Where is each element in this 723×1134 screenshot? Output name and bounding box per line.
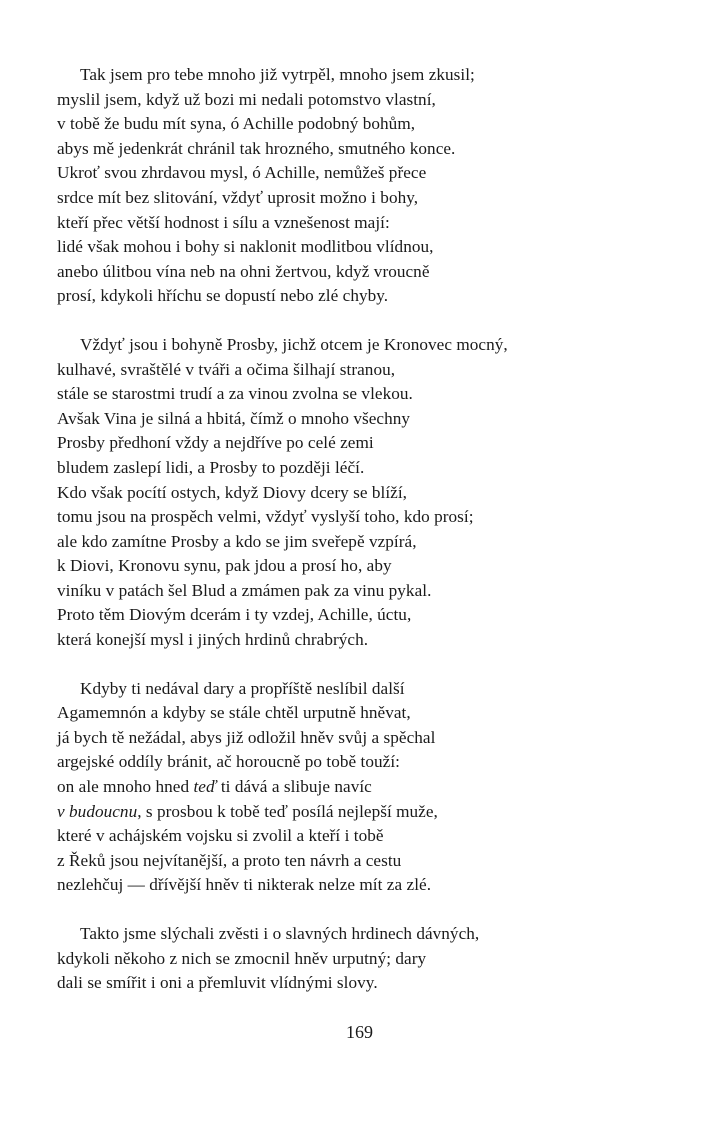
verse-line: abys mě jedenkrát chránil tak hrozného, smutného konce. [57,138,456,158]
italic-emphasis: teď [193,777,217,797]
verse-line: Tak jsem pro tebe mnoho již vytrpěl, mnoho jsem zkusil; [80,65,475,84]
verse-line: Kdo však pocítí ostych, když Diovy dcery se blíží, [57,482,408,502]
verse-line: k Diovi, Kronovu synu, pak jdou a prosí ho, aby [57,556,392,576]
verse-line: nezlehčuj — dřívější hněv ti nikterak nelze mít za zlé. [57,875,432,895]
verse-line: Agamemnón a kdyby se stále chtěl urputně hněvat, [57,703,411,723]
verse-line: Vždyť jsou i bohyně Prosby, jichž otcem je Kronovec mocný, [80,334,508,354]
stanza-3 [57,677,717,898]
verse-line: stále se starostmi trudí a za vinou zvolna se vlekou. [57,384,413,404]
verse-line: Prosby předhoní vždy a nejdříve po celé zemi [57,433,374,453]
verse-line: já bych tě nežádal, abys již odložil hněv svůj a spěchal [57,727,436,747]
verse-line: srdce mít bez slitování, vždyť uprosit možno i bohy, [57,187,419,207]
verse-line: lidé však mohou i bohy si naklonit modlitbou vlídnou, [57,237,434,257]
text-segment: on ale mnoho hned [57,777,194,797]
verse-line: v tobě že budu mít syna, ó Achille podobný bohům, [57,114,416,134]
verse-line: ale kdo zamítne Prosby a kdo se jim sveřepě vzpírá, [57,531,417,551]
text-segment: , s prosbou k tobě teď posílá nejlepší muže, [137,801,438,821]
verse-line: které v achájském vojsku si zvolil a kteří i tobě [57,826,384,846]
verse-line: kulhavé, svraštělé v tváři a očima šilhají stranou, [57,359,396,379]
stanza-1 [57,63,717,309]
verse-line: dali se smířit i oni a přemluvit vlídnými slovy. [57,973,378,993]
verse-line: z Řeků jsou nejvítanější, a proto ten návrh a cestu [57,850,402,870]
verse-line: kdykoli někoho z nich se zmocnil hněv urputný; dary [57,948,427,968]
document-page [57,63,717,1020]
verse-line: Avšak Vina je silná a hbitá, čímž o mnoho všechny [57,408,411,428]
verse-line: kteří přec větší hodnost i sílu a vznešenost mají: [57,212,390,232]
page-number: 169 [346,1022,373,1042]
italic-emphasis: v budoucnu [57,801,138,821]
verse-line: anebo úlitbou vína neb na ohni žertvou, když vroucně [57,261,430,281]
verse-line-with-italic [57,775,717,800]
verse-line: tomu jsou na prospěch velmi, vždyť vyslyší toho, kdo prosí; [57,507,474,527]
verse-line-with-italic [57,800,717,825]
verse-line: prosí, kdykoli hříchu se dopustí nebo zlé chyby. [57,286,389,306]
verse-line: Proto těm Diovým dcerám i ty vzdej, Achille, úctu, [57,605,412,625]
stanza-2 [57,333,717,653]
verse-line: myslil jsem, když už bozi mi nedali potomstvo vlastní, [57,89,436,109]
verse-line: Kdyby ti nedával dary a propříště neslíbil další [80,678,405,698]
verse-line: Takto jsme slýchali zvěsti i o slavných hrdinech dávných, [80,924,480,943]
text-segment: ti dává a slibuje navíc [216,777,372,797]
verse-line: která konejší mysl i jiných hrdinů chrabrých. [57,630,369,650]
verse-line: bludem zaslepí lidi, a Prosby to později léčí. [57,457,365,477]
stanza-4 [57,922,717,996]
verse-line: viníku v patách šel Blud a zmámen pak za vinu pykal. [57,580,432,600]
verse-line: Ukroť svou zhrdavou mysl, ó Achille, nemůžeš přece [57,163,427,183]
verse-line: argejské oddíly bránit, ač horoucně po tobě touží: [57,752,400,772]
